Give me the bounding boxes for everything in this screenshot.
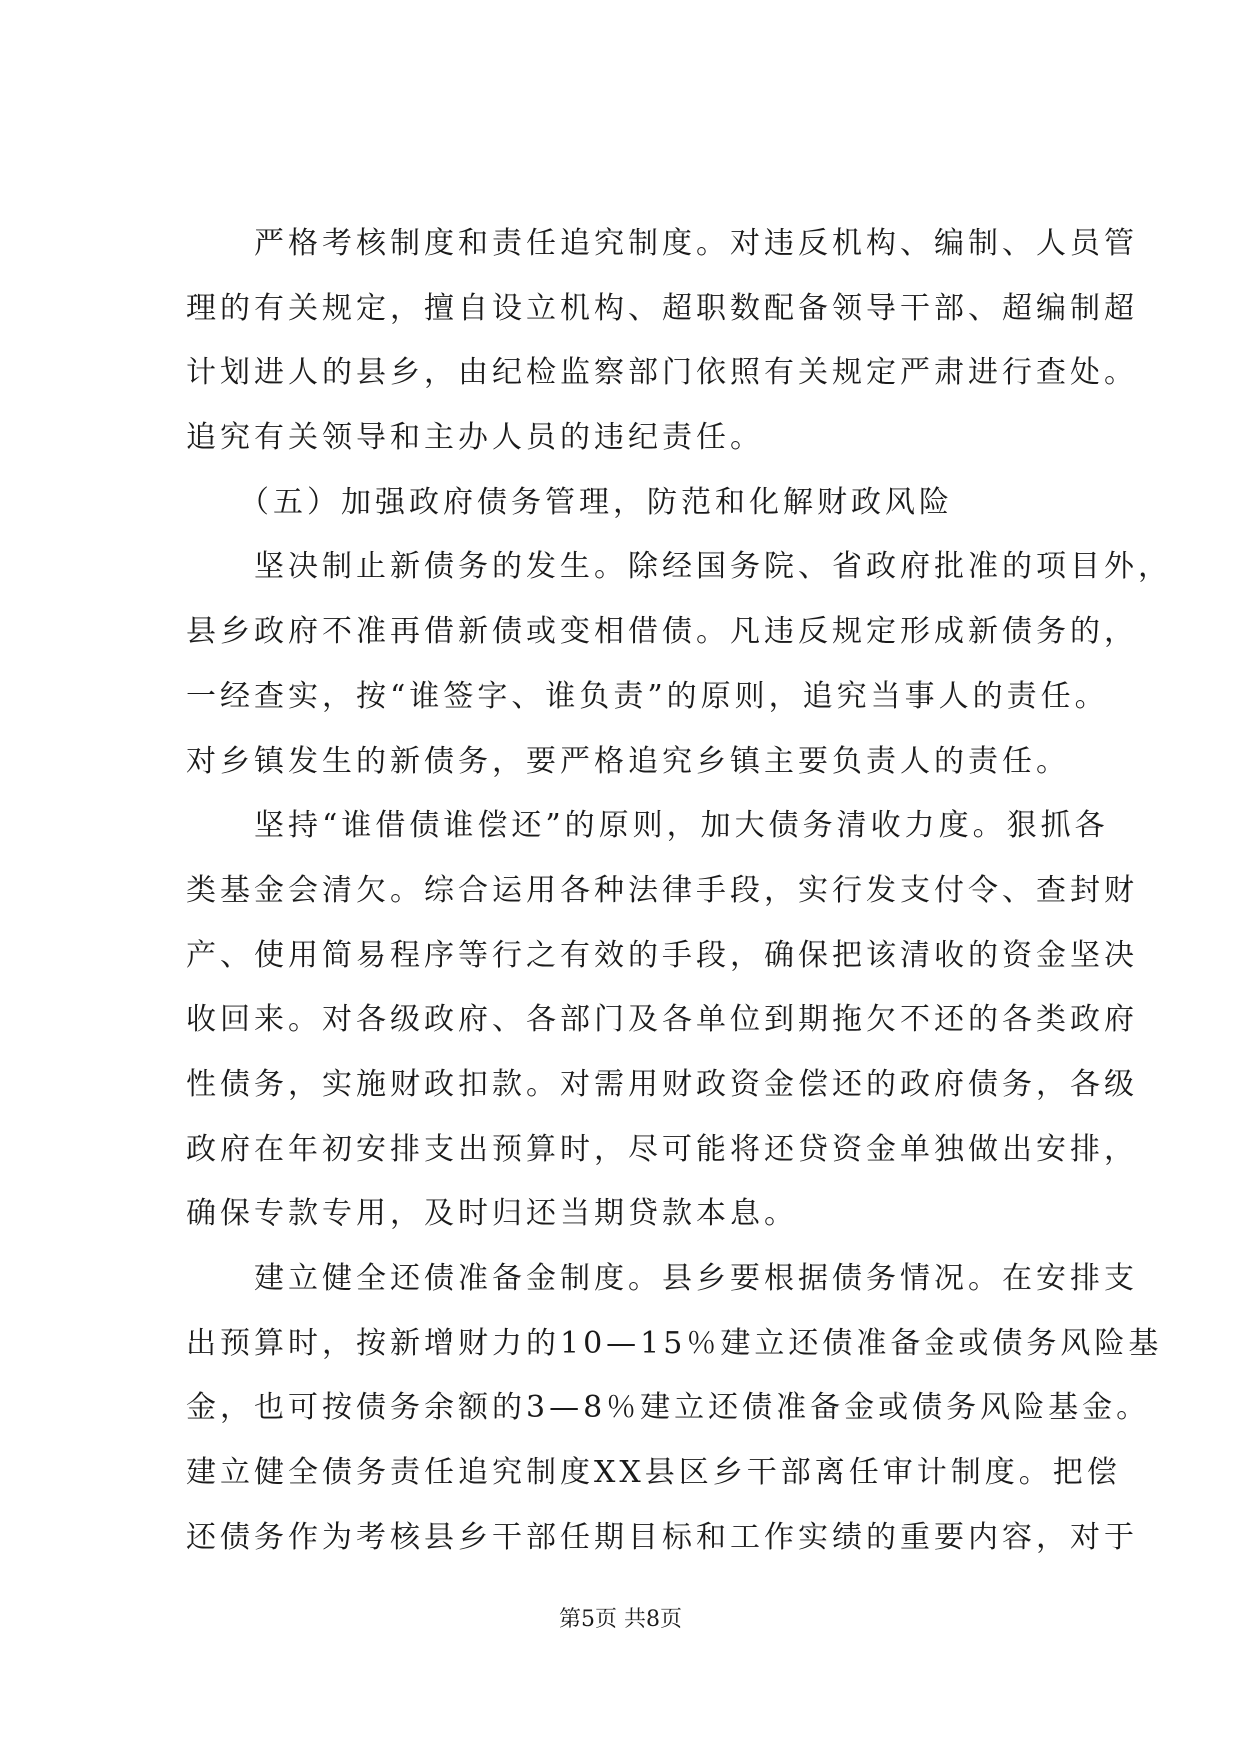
text-line: 严格考核制度和责任追究制度。对违反机构、编制、人员管 [186,226,1138,261]
text-line: 追究有关领导和主办人员的违纪责任。 [186,420,764,456]
section-heading: （五）加强政府债务管理，防范和化解财政风险 [186,484,953,520]
text-line: 县乡政府不准再借新债或变相借债。凡违反规定形成新债务的， [186,614,1138,650]
text-line: 产、使用简易程序等行之有效的手段，确保把该清收的资金坚决 [186,937,1138,973]
text-line: 对乡镇发生的新债务，要严格追究乡镇主要负责人的责任。 [186,743,1070,779]
text-line: 建立健全债务责任追究制度XX县区乡干部离任审计制度。把偿 [186,1455,1121,1491]
text-line: 一经查实，按“谁签字、谁负责”的原则，追究当事人的责任。 [186,678,1109,714]
text-line: 坚持“谁借债谁偿还”的原则，加大债务清收力度。狠抓各 [186,808,1109,844]
text-line: 坚决制止新债务的发生。除经国务院、省政府批准的项目外， [186,549,1172,585]
text-line: 政府在年初安排支出预算时，尽可能将还贷资金单独做出安排， [186,1131,1138,1167]
text-line: 收回来。对各级政府、各部门及各单位到期拖欠不还的各类政府 [186,1002,1138,1038]
text-line: 理的有关规定，擅自设立机构、超职数配备领导干部、超编制超 [186,290,1138,326]
text-line: 计划进人的县乡，由纪检监察部门依照有关规定严肃进行查处。 [186,355,1138,391]
document-body [186,226,1172,1584]
text-line: 确保专款专用，及时归还当期贷款本息。 [186,1196,798,1232]
page-number-footer: 第5页 共8页 [559,1607,682,1632]
text-line: 出预算时，按新增财力的10—15％建立还债准备金或债务风险基 [186,1325,1163,1361]
text-line: 还债务作为考核县乡干部任期目标和工作实绩的重要内容，对于 [186,1519,1138,1555]
text-line: 类基金会清欠。综合运用各种法律手段，实行发支付令、查封财 [186,872,1138,908]
text-line: 建立健全还债准备金制度。县乡要根据债务情况。在安排支 [186,1261,1138,1296]
text-line: 性债务，实施财政扣款。对需用财政资金偿还的政府债务，各级 [186,1066,1138,1102]
text-line: 金，也可按债务余额的3—8％建立还债准备金或债务风险基金。 [186,1390,1151,1426]
